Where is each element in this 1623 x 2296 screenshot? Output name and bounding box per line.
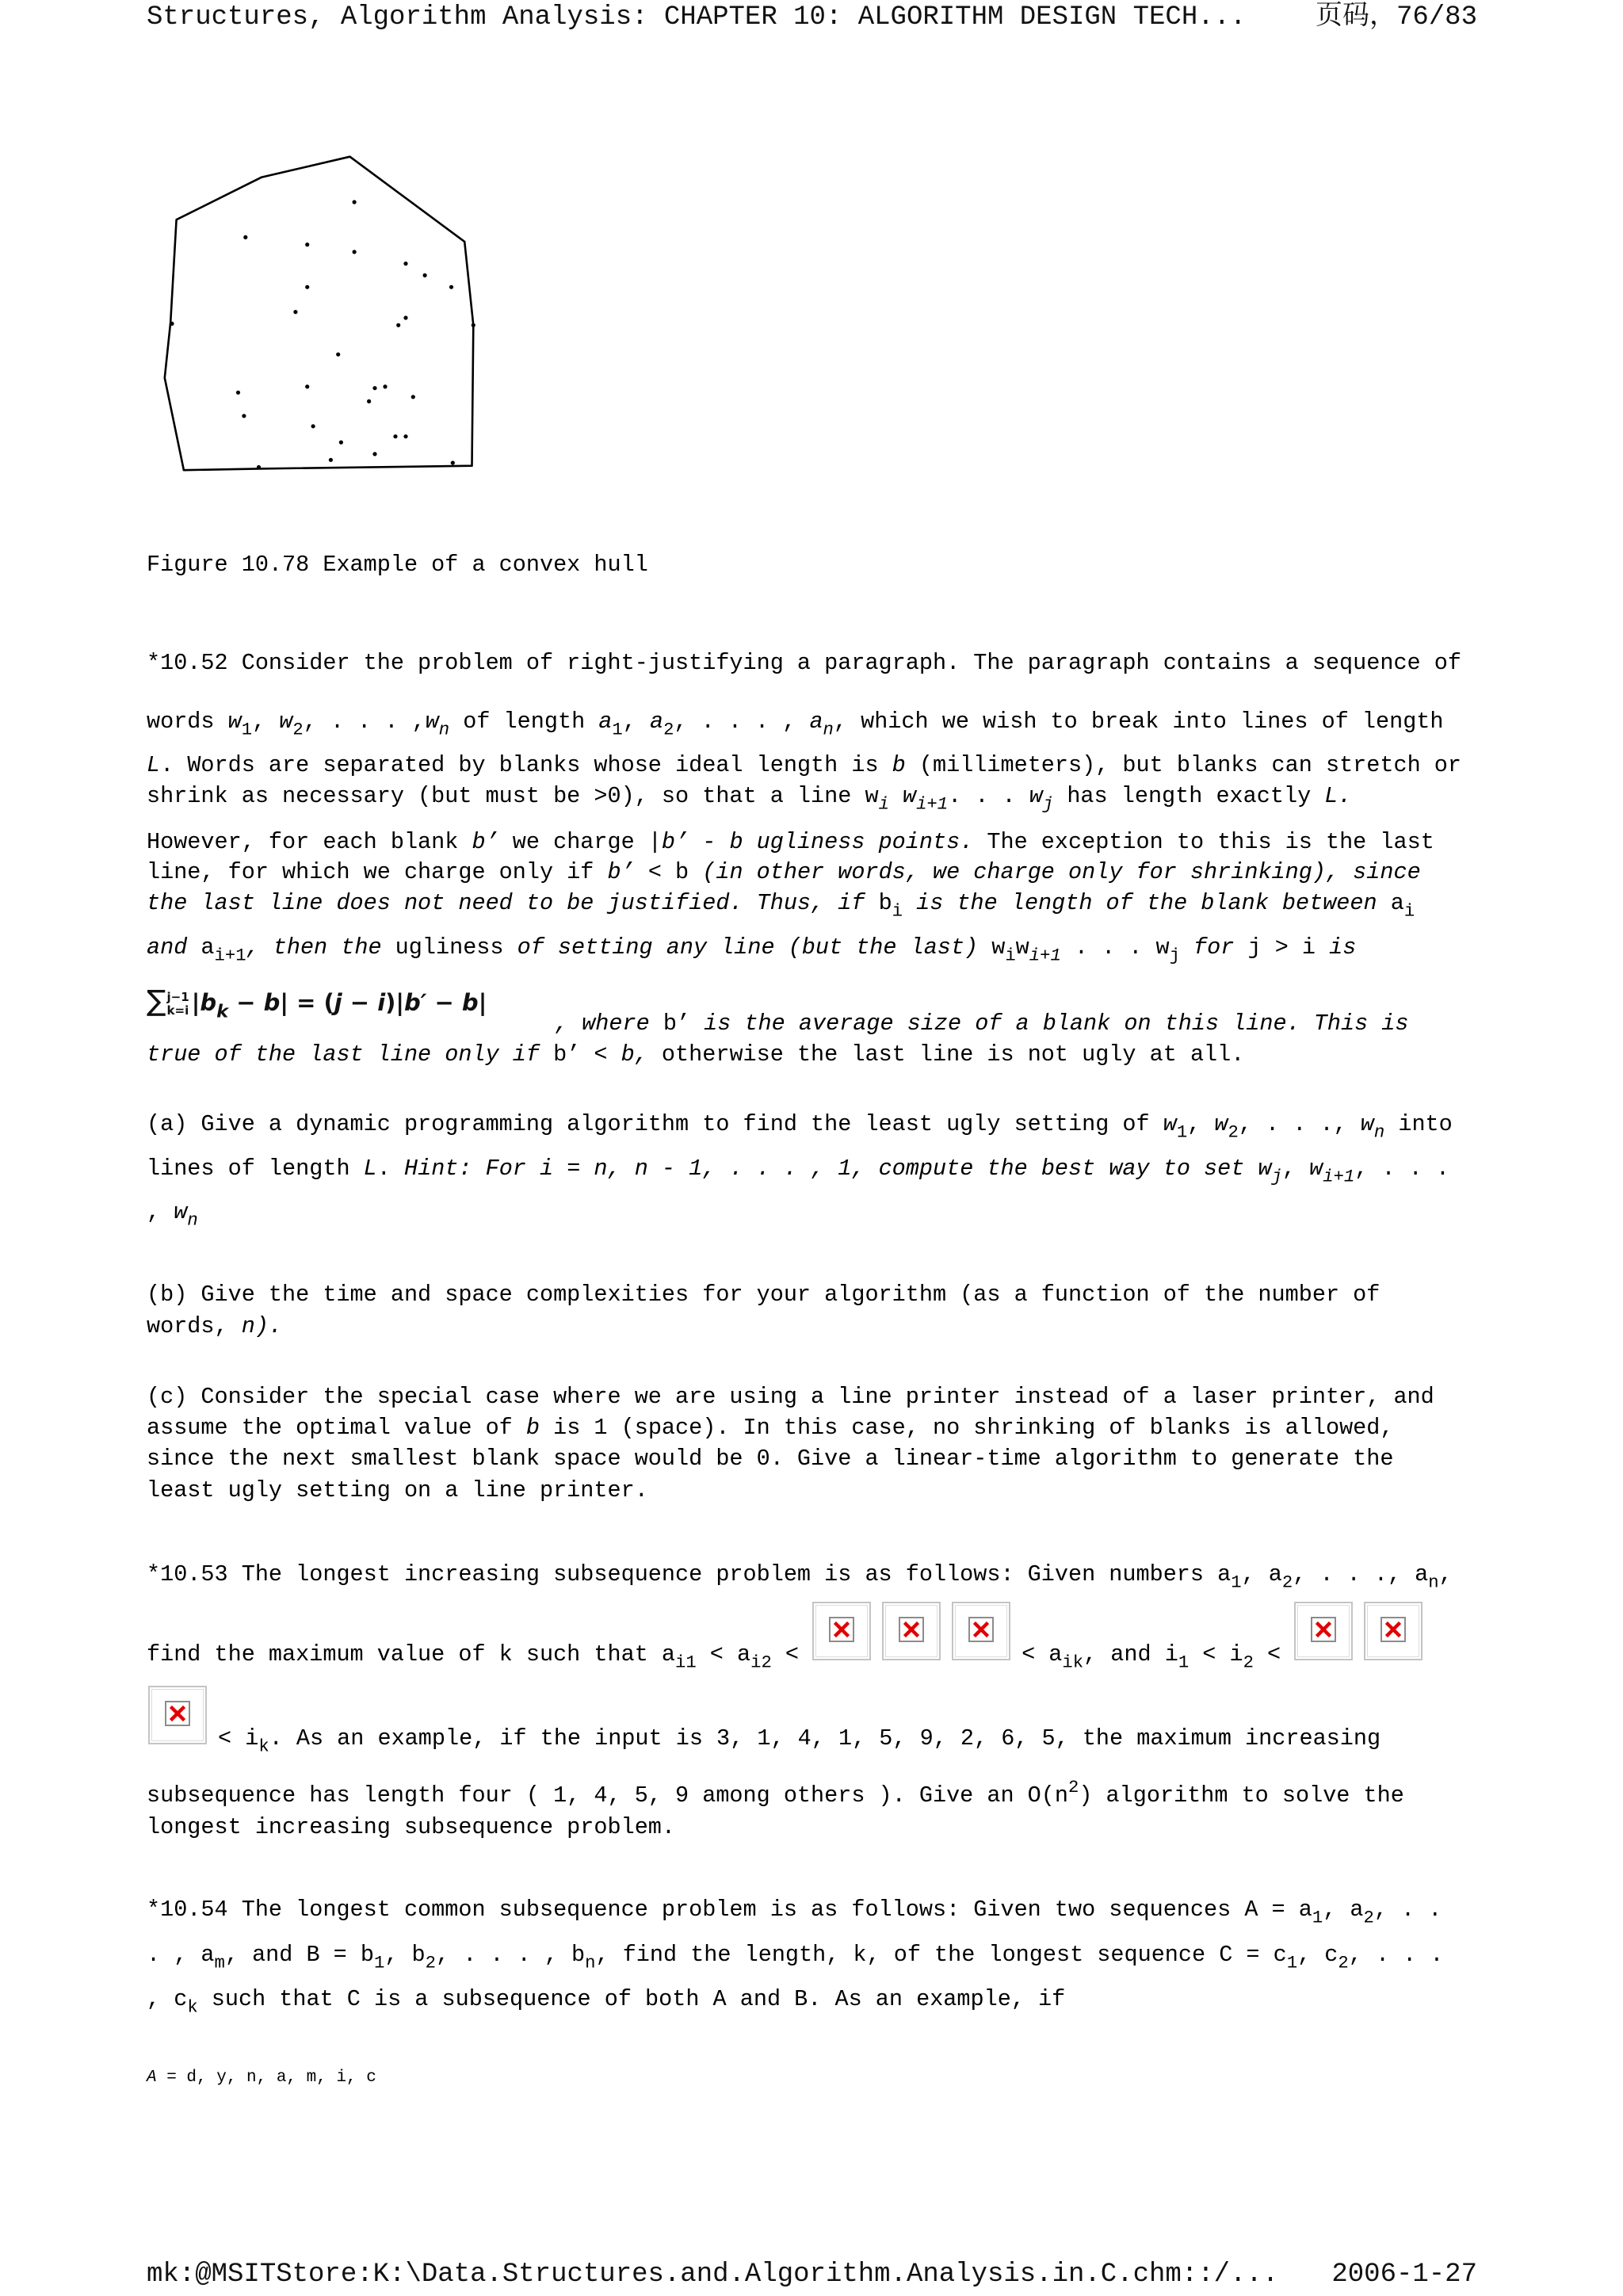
text-run: shrink as necessary (but must be >0), so that a line w bbox=[147, 783, 879, 809]
italic-text: b, bbox=[621, 1041, 648, 1068]
text-run: , b bbox=[384, 1942, 426, 1968]
italic-text: w bbox=[227, 709, 242, 735]
ugliness-formula bbox=[147, 981, 487, 1021]
text-run: b’ bbox=[663, 1010, 691, 1037]
subscript: i bbox=[1005, 945, 1016, 966]
text-run: , . . . , bbox=[303, 709, 426, 735]
exercise-10-53-line bbox=[147, 1639, 1434, 1671]
hull-point bbox=[396, 323, 400, 327]
subscript: j bbox=[1271, 1166, 1282, 1187]
text-run: < b bbox=[634, 859, 703, 885]
subscript: 1 bbox=[241, 719, 253, 740]
text-run: , find the length, k, of the longest sequence C = c bbox=[595, 1942, 1287, 1968]
subscript: 2 bbox=[1338, 1952, 1349, 1973]
subscript: k bbox=[216, 1001, 229, 1022]
text-run: − bbox=[426, 989, 462, 1016]
subscript: 2 bbox=[425, 1952, 436, 1973]
exercise-10-52-line bbox=[147, 932, 1356, 964]
text-run: such that C is a subsequence of both A and B. As an example, if bbox=[197, 1986, 1066, 2012]
italic-text: b’ bbox=[472, 829, 499, 855]
exercise-10-54-line bbox=[147, 1939, 1443, 1971]
subscript: i bbox=[878, 793, 889, 815]
text-run: < bbox=[771, 1641, 813, 1668]
red-x-icon bbox=[899, 1617, 924, 1642]
subscript: n bbox=[438, 719, 450, 740]
text-run: b’ < bbox=[553, 1041, 621, 1068]
hull-point bbox=[403, 434, 407, 438]
italic-text: j bbox=[334, 989, 342, 1016]
exercise-10-52-line bbox=[147, 857, 1421, 888]
text-run: is 1 (space). In this case, no shrinking of blanks is allowed, bbox=[540, 1415, 1394, 1441]
exercise-10-52-line bbox=[147, 888, 1415, 922]
subscript: j bbox=[1169, 945, 1180, 966]
subscript: 1 bbox=[1176, 1121, 1188, 1143]
text-run: (millimeters), but blanks can stretch or bbox=[905, 752, 1461, 778]
hull-point bbox=[372, 452, 376, 456]
text-run: − bbox=[228, 989, 264, 1016]
subscript: 1 bbox=[374, 1952, 385, 1973]
italic-text: a bbox=[598, 709, 613, 735]
hull-point bbox=[236, 391, 240, 395]
italic-text: b bbox=[525, 1415, 540, 1441]
italic-text: b bbox=[263, 989, 281, 1016]
italic-text: for bbox=[1193, 934, 1235, 961]
italic-text: b bbox=[892, 752, 906, 778]
text-run: , a bbox=[1241, 1561, 1282, 1587]
subscript: m bbox=[214, 1952, 225, 1973]
hull-point bbox=[305, 243, 309, 246]
source-path: mk:@MSITStore:K:\Data.Structures.and.Algorithm.Analysis.in.C.chm::/... bbox=[147, 2260, 1279, 2290]
subscript: i2 bbox=[750, 1652, 772, 1673]
text-run: , a bbox=[1323, 1897, 1364, 1923]
summation-limits bbox=[166, 991, 189, 1017]
text-run: . . . bbox=[948, 783, 1029, 809]
text-run: w bbox=[1015, 934, 1029, 961]
text-run: , . . . bbox=[1354, 1156, 1449, 1182]
subscript: 2 bbox=[663, 719, 674, 740]
subscript: j bbox=[1042, 793, 1054, 815]
example-sequence-a bbox=[147, 2067, 376, 2089]
italic-text: b bbox=[200, 989, 217, 1016]
text-run: ) algorithm to solve the bbox=[1079, 1782, 1404, 1809]
text-run: , . . ., bbox=[1238, 1111, 1361, 1137]
hull-point bbox=[329, 458, 333, 462]
text-run: assume the optimal value of bbox=[147, 1415, 526, 1441]
broken-image-icon bbox=[812, 1602, 871, 1660]
subscript: k bbox=[187, 1996, 198, 2018]
text-run: − bbox=[342, 989, 378, 1016]
subscript: 1 bbox=[1312, 1907, 1323, 1928]
italic-text: the last line does not need to be justified. Thus, if bbox=[147, 890, 879, 916]
hull-point bbox=[403, 262, 407, 266]
text-run: longest increasing subsequence problem. bbox=[147, 1814, 676, 1840]
text-run bbox=[1180, 934, 1193, 961]
subscript: 2 bbox=[1243, 1652, 1254, 1673]
text-run: However, for each blank bbox=[147, 829, 472, 855]
italic-text: a bbox=[809, 709, 823, 735]
italic-text: w bbox=[425, 709, 439, 735]
text-run: . . . w bbox=[1060, 934, 1170, 961]
italic-text: a bbox=[649, 709, 664, 735]
italic-text: A bbox=[147, 2069, 157, 2087]
italic-text: w bbox=[1029, 783, 1043, 809]
italic-text: Hint: For i = n, n - 1, . . . , 1, compute the best way to set bbox=[403, 1156, 1258, 1182]
subscript: i+1 bbox=[1323, 1166, 1355, 1187]
exercise-10-53-line bbox=[147, 1812, 675, 1843]
header-title: Structures, Algorithm Analysis: CHAPTER 10: ALGORITHM DESIGN TECH... bbox=[147, 2, 1247, 32]
italic-text: and bbox=[147, 934, 201, 961]
text-run: , bbox=[622, 709, 650, 735]
italic-text: b′ bbox=[404, 989, 427, 1016]
text-run: < a bbox=[1022, 1641, 1063, 1668]
hull-point bbox=[353, 250, 357, 254]
hull-point bbox=[170, 322, 174, 326]
text-run: , which we wish to break into lines of length bbox=[833, 709, 1444, 735]
text-run: , bbox=[252, 709, 280, 735]
exercise-10-53-line bbox=[147, 1559, 1453, 1591]
italic-text: w bbox=[1258, 1156, 1272, 1182]
text-run: (a) Give a dynamic programming algorithm to find the least ugly setting of bbox=[147, 1111, 1163, 1137]
exercise-10-52-line bbox=[147, 1039, 1244, 1071]
text-run: a bbox=[200, 934, 215, 961]
italic-text: b bbox=[461, 989, 479, 1016]
subscript: 1 bbox=[612, 719, 623, 740]
italic-text: true of the last line only if bbox=[147, 1041, 554, 1068]
hull-point bbox=[423, 273, 427, 277]
italic-text: is the length of the blank between bbox=[903, 890, 1391, 916]
subscript: i+1 bbox=[916, 793, 949, 815]
subscript: i1 bbox=[675, 1652, 697, 1673]
text-run: < i bbox=[218, 1725, 259, 1752]
italic-text: L bbox=[147, 752, 161, 778]
italic-text: w bbox=[1309, 1156, 1323, 1182]
subscript: 2 bbox=[1228, 1121, 1239, 1143]
text-run: a bbox=[1390, 890, 1404, 916]
red-x-icon bbox=[1381, 1617, 1406, 1642]
italic-text: i bbox=[377, 989, 386, 1016]
hull-point bbox=[353, 200, 357, 204]
hull-point bbox=[472, 323, 475, 327]
broken-image-icon bbox=[882, 1602, 941, 1660]
summation-sign: ∑ bbox=[147, 984, 166, 1018]
text-run: b bbox=[878, 890, 892, 916]
text-run: into bbox=[1384, 1111, 1453, 1137]
superscript: 2 bbox=[1068, 1776, 1079, 1797]
broken-image-icon bbox=[1364, 1602, 1423, 1660]
text-run: ugliness bbox=[381, 934, 517, 961]
exercise-10-53-line bbox=[147, 1776, 1404, 1812]
hull-point bbox=[372, 386, 376, 390]
exercise-10-53-line bbox=[148, 1723, 1381, 1755]
subscript: n bbox=[585, 1952, 596, 1973]
subscript: i+1 bbox=[1029, 945, 1061, 966]
italic-text: |b’ - b ugliness points. bbox=[647, 829, 974, 855]
text-run: , bbox=[147, 1199, 174, 1225]
hull-point bbox=[451, 460, 455, 464]
text-run: , bbox=[1187, 1111, 1215, 1137]
hull-point bbox=[367, 399, 371, 403]
text-run: lines of length bbox=[147, 1156, 364, 1182]
text-run: , . . bbox=[1373, 1897, 1442, 1923]
text-run: | bbox=[191, 989, 200, 1016]
text-run: otherwise the last line is not ugly at all. bbox=[647, 1041, 1245, 1068]
figure-caption: Figure 10.78 Example of a convex hull bbox=[147, 552, 648, 578]
italic-text: w bbox=[1214, 1111, 1228, 1137]
text-run: , and B = b bbox=[224, 1942, 374, 1968]
upper-limit: j−1 bbox=[166, 990, 189, 1005]
text-run: *10.53 The longest increasing subsequence problem is as follows: Given numbers a bbox=[147, 1561, 1232, 1587]
subscript: 2 bbox=[1281, 1572, 1293, 1593]
text-run: words bbox=[147, 709, 228, 735]
text-run bbox=[889, 783, 903, 809]
text-run: since the next smallest blank space would be 0. Give a linear-time algorithm to generate the bbox=[147, 1446, 1394, 1472]
subscript: i bbox=[1403, 900, 1415, 922]
text-run: (b) Give the time and space complexities for your algorithm (as a function of the number of bbox=[147, 1282, 1381, 1308]
text-run: *10.52 Consider the problem of right-justifying a paragraph. The paragraph contains a sequence of bbox=[147, 650, 1461, 676]
text-run: least ugly setting on a line printer. bbox=[147, 1477, 648, 1503]
subscript: n bbox=[823, 719, 834, 740]
text-run: *10.54 The longest common subsequence problem is as follows: Given two sequences A = a bbox=[147, 1897, 1312, 1923]
text-run: we charge bbox=[498, 829, 648, 855]
page-indicator: 页码，76/83 bbox=[1315, 2, 1477, 32]
red-x-icon bbox=[165, 1701, 190, 1726]
broken-image-icon bbox=[148, 1686, 207, 1744]
subscript: ik bbox=[1062, 1652, 1084, 1673]
red-x-icon bbox=[968, 1617, 994, 1642]
subscript: 2 bbox=[1363, 1907, 1374, 1928]
hull-point bbox=[293, 310, 297, 314]
subscript: i+1 bbox=[214, 945, 246, 966]
part-b-line bbox=[147, 1279, 1380, 1311]
italic-text: n). bbox=[241, 1313, 283, 1339]
italic-text: w bbox=[1163, 1111, 1177, 1137]
exercise-10-54-line bbox=[147, 1894, 1442, 1926]
italic-text: w bbox=[174, 1199, 188, 1225]
text-run: subsequence has length four ( 1, 4, 5, 9 among others ). Give an O(n bbox=[147, 1782, 1068, 1809]
subscript: k bbox=[258, 1736, 269, 1757]
text-run: The exception to this is the last bbox=[973, 829, 1434, 855]
text-run: , . . . bbox=[1348, 1942, 1444, 1968]
broken-image-icon bbox=[1294, 1602, 1353, 1660]
exercise-10-52-line bbox=[147, 706, 1444, 738]
part-a-line bbox=[147, 1153, 1449, 1185]
exercise-10-52-line bbox=[147, 648, 1461, 679]
text-run: . Words are separated by blanks whose ideal length is bbox=[160, 752, 892, 778]
part-b-line bbox=[147, 1311, 282, 1343]
text-run: , bbox=[1438, 1561, 1453, 1587]
text-run: < a bbox=[696, 1641, 751, 1668]
text-run: . As an example, if the input is 3, 1, 4, 1, 5, 9, 2, 6, 5, the maximum increasing bbox=[269, 1725, 1381, 1752]
footer-date: 2006-1-27 bbox=[1331, 2260, 1477, 2290]
text-run: , bbox=[1281, 1156, 1310, 1182]
hull-point bbox=[383, 384, 387, 388]
text-run: of length bbox=[449, 709, 599, 735]
hull-point bbox=[411, 395, 415, 399]
part-c-line bbox=[147, 1475, 648, 1507]
subscript: i bbox=[892, 900, 903, 922]
broken-image-icon bbox=[952, 1602, 1010, 1660]
text-run: . bbox=[376, 1156, 404, 1182]
text-run: find the maximum value of k such that a bbox=[147, 1641, 676, 1668]
text-run: words, bbox=[147, 1313, 242, 1339]
text-run: line, for which we charge only if bbox=[147, 859, 608, 885]
hull-point bbox=[305, 285, 309, 289]
convex-hull-figure bbox=[151, 143, 491, 483]
exercise-10-52-line bbox=[147, 781, 1352, 815]
part-c-line bbox=[147, 1443, 1393, 1475]
text-run: < i bbox=[1189, 1641, 1243, 1668]
red-x-icon bbox=[1311, 1617, 1336, 1642]
subscript: 2 bbox=[292, 719, 304, 740]
italic-text: of setting any line (but the last) bbox=[517, 934, 992, 961]
part-a-line bbox=[147, 1109, 1453, 1143]
lower-limit: k=i bbox=[166, 1003, 189, 1018]
text-run: j > i bbox=[1234, 934, 1330, 961]
italic-text: b’ bbox=[607, 859, 635, 885]
hull-point bbox=[393, 434, 397, 438]
part-c-line bbox=[147, 1412, 1393, 1444]
italic-text: (in other words, we charge only for shrinking), since bbox=[702, 859, 1421, 885]
hull-point bbox=[257, 465, 261, 469]
text-run: , and i bbox=[1083, 1641, 1178, 1668]
subscript: 1 bbox=[1231, 1572, 1242, 1593]
italic-text: w bbox=[1360, 1111, 1374, 1137]
text-run: , . . ., a bbox=[1293, 1561, 1429, 1587]
text-run: , c bbox=[147, 1986, 188, 2012]
red-x-icon bbox=[829, 1617, 854, 1642]
subscript: n bbox=[1428, 1572, 1439, 1593]
text-run: , . . . , b bbox=[436, 1942, 586, 1968]
text-run: . , a bbox=[147, 1942, 215, 1968]
hull-point bbox=[336, 353, 340, 357]
text-run: < bbox=[1253, 1641, 1295, 1668]
text-run: , c bbox=[1297, 1942, 1338, 1968]
text-run: )| bbox=[385, 989, 405, 1016]
hull-point bbox=[339, 441, 343, 445]
italic-text: , where bbox=[555, 1010, 663, 1037]
text-run: (c) Consider the special case where we are using a line printer instead of a laser printer, and bbox=[147, 1384, 1434, 1410]
italic-text: is bbox=[1329, 934, 1357, 961]
italic-text: L bbox=[363, 1156, 377, 1182]
hull-point bbox=[449, 285, 453, 289]
hull-point bbox=[305, 384, 309, 388]
italic-text: L. bbox=[1324, 783, 1352, 809]
text-run: has length exactly bbox=[1053, 783, 1325, 809]
italic-text: w bbox=[279, 709, 293, 735]
exercise-10-52-line bbox=[555, 1008, 1409, 1040]
hull-point bbox=[242, 414, 246, 418]
text-run: | = ( bbox=[280, 989, 334, 1016]
text-run: | bbox=[478, 989, 487, 1016]
exercise-10-54-line bbox=[147, 1984, 1066, 2018]
part-c-line bbox=[147, 1381, 1434, 1413]
subscript: n bbox=[187, 1209, 198, 1231]
hull-point bbox=[243, 235, 247, 239]
italic-text: , then the bbox=[246, 934, 382, 961]
subscript: n bbox=[1373, 1121, 1385, 1143]
part-a-line bbox=[147, 1197, 198, 1231]
text-run: w bbox=[991, 934, 1006, 961]
hull-point bbox=[311, 424, 315, 428]
subscript: 1 bbox=[1286, 1952, 1298, 1973]
text-run: = d, y, n, a, m, i, c bbox=[156, 2069, 376, 2087]
exercise-10-52-line bbox=[147, 750, 1461, 781]
italic-text: w bbox=[903, 783, 917, 809]
italic-text: is the average size of a blank on this line. This is bbox=[690, 1010, 1409, 1037]
exercise-10-52-line bbox=[147, 827, 1434, 858]
convex-hull-outline bbox=[165, 157, 474, 471]
hull-point bbox=[403, 315, 407, 319]
text-run: , . . . , bbox=[674, 709, 810, 735]
subscript: 1 bbox=[1178, 1652, 1190, 1673]
